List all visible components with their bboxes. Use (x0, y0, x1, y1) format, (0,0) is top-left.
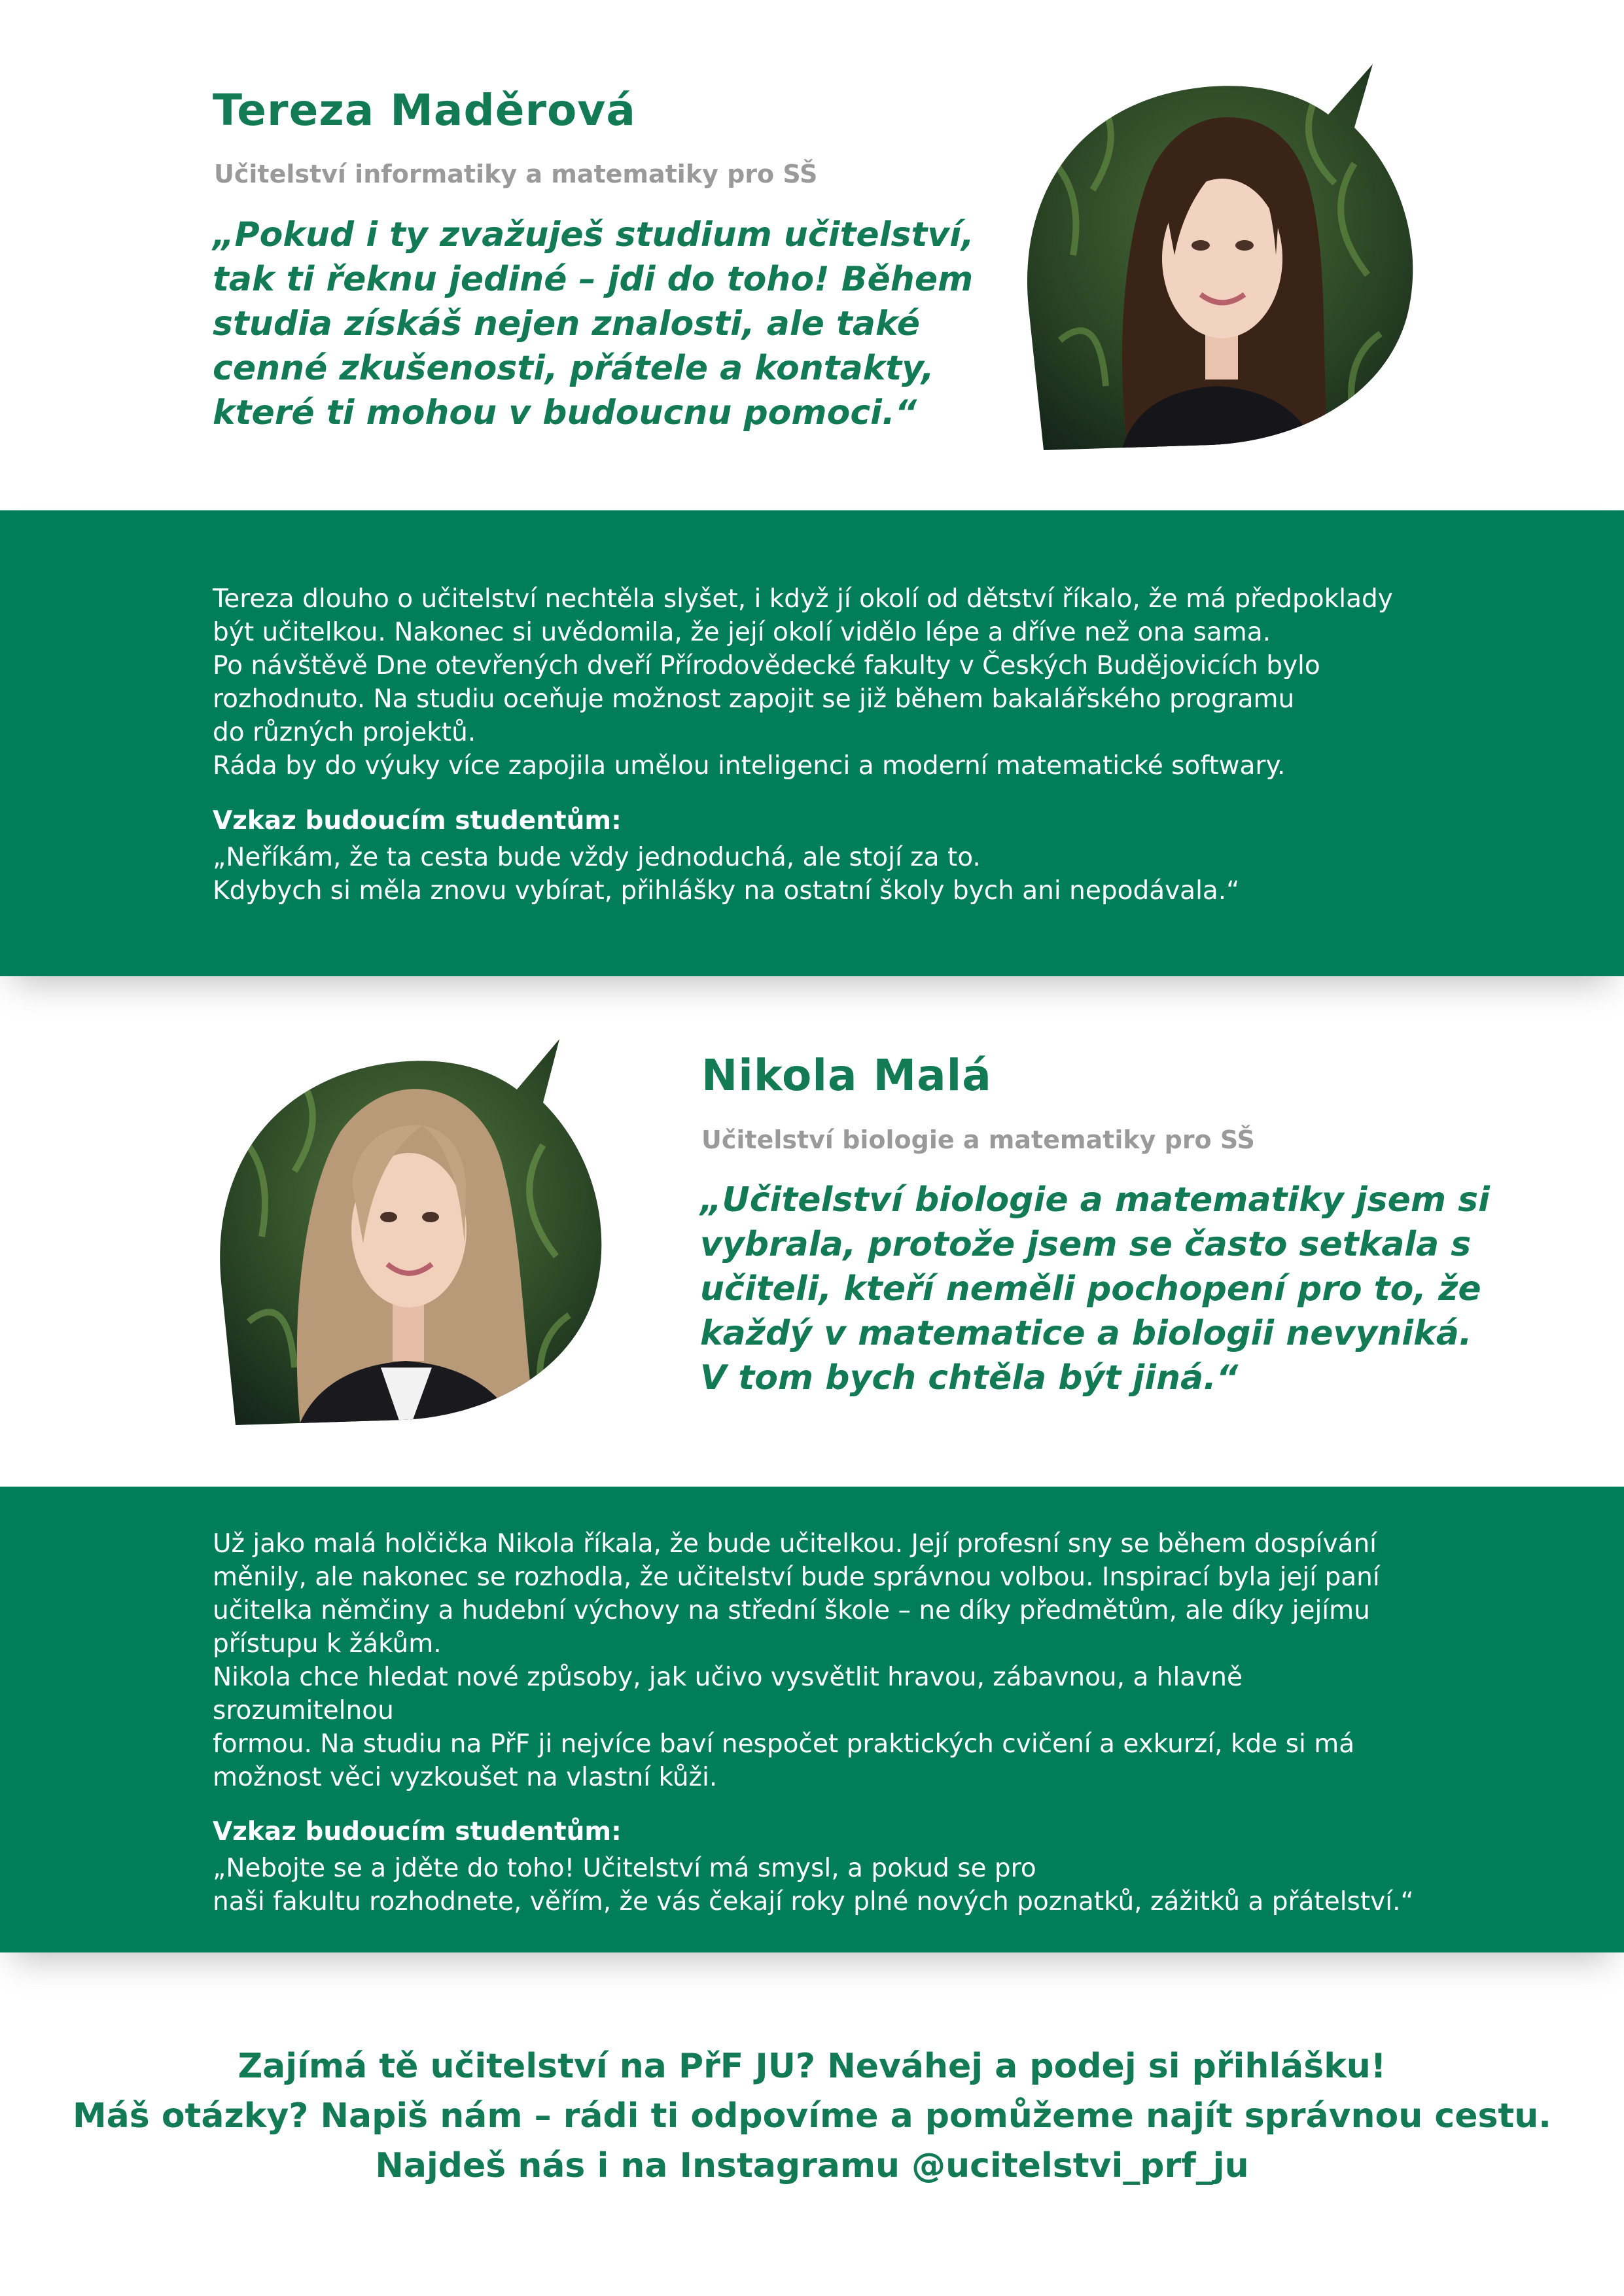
profile-2-message (213, 1852, 1414, 1918)
bio-line: Nikola chce hledat nové způsoby, jak učivo vysvětlit hravou, zábavnou, a hlavně (213, 1663, 1243, 1692)
quote-line: cenné zkušenosti, přátele a kontakty, (213, 349, 934, 388)
profile-2-message-label: Vzkaz budoucím studentům: (213, 1817, 622, 1846)
bio-line: být učitelkou. Nakonec si uvědomila, že její okolí vidělo lépe a dříve než ona sama. (213, 618, 1271, 647)
profile-2-name: Nikola Malá (701, 1050, 992, 1101)
profile-2-program: Učitelství biologie a matematiky pro SŠ (701, 1125, 1255, 1154)
bio-line: srozumitelnou (213, 1696, 394, 1725)
quote-line: studia získáš nejen znalosti, ale také (213, 304, 920, 344)
profile-1-bio (213, 582, 1393, 783)
quote-line: „Učitelství biologie a matematiky jsem si (700, 1180, 1490, 1220)
bio-line: přístupu k žákům. (213, 1629, 442, 1659)
bio-line: měnily, ale nakonec se rozhodla, že učitelství bude správnou volbou. Inspirací byla její paní (213, 1563, 1380, 1592)
message-line: naši fakultu rozhodnete, věřím, že vás čekají roky plné nových poznatků, zážitků a přátelství.“ (213, 1887, 1414, 1916)
profile-2-bio (213, 1527, 1380, 1794)
message-line: „Nebojte se a jděte do toho! Učitelství má smysl, a pokud se pro (213, 1854, 1036, 1883)
profile-1-bio-section (0, 510, 1624, 976)
profile-1-name: Tereza Maděrová (213, 85, 636, 135)
quote-line: „Pokud i ty zvažuješ studium učitelství, (213, 215, 974, 255)
bio-line: rozhodnuto. Na studiu oceňuje možnost zapojit se již během bakalářského programu (213, 684, 1295, 714)
bio-line: Tereza dlouho o učitelství nechtěla slyšet, i když jí okolí od dětství říkalo, že má předpoklady (213, 584, 1393, 614)
quote-line: tak ti řeknu jediné – jdi do toho! Během (213, 260, 974, 299)
footer-line: Zajímá tě učitelství na PřF JU? Neváhej a podej si přihlášku! (238, 2047, 1386, 2086)
bio-line: učitelka němčiny a hudební výchovy na střední škole – ne díky předmětům, ale díky jejímu (213, 1596, 1370, 1625)
bio-line: Ráda by do výuky více zapojila umělou inteligenci a moderní matematické softwary. (213, 751, 1286, 781)
message-line: „Neříkám, že ta cesta bude vždy jednoduchá, ale stojí za to. (213, 843, 981, 872)
profile-1-message (213, 841, 1239, 908)
profile-2-quote (700, 1178, 1490, 1400)
quote-line: učiteli, kteří neměli pochopení pro to, že (700, 1269, 1481, 1309)
quote-line: které ti mohou v budoucnu pomoci.“ (213, 393, 917, 433)
bio-line: do různých projektů. (213, 718, 476, 747)
quote-line: V tom bych chtěla být jiná.“ (700, 1358, 1239, 1398)
profile-1-program: Učitelství informatiky a matematiky pro SŠ (214, 160, 818, 188)
message-line: Kdybych si měla znovu vybírat, přihlášky na ostatní školy bych ani nepodávala.“ (213, 876, 1240, 906)
footer-line: Máš otázky? Napiš nám – rádi ti odpovíme a pomůžeme najít správnou cestu. (72, 2096, 1552, 2136)
profile-1-message-label: Vzkaz budoucím studentům: (213, 806, 622, 836)
footer-line: Najdeš nás i na Instagramu @ucitelstvi_prf_ju (375, 2146, 1249, 2185)
bio-line: formou. Na studiu na PřF ji nejvíce baví nespočet praktických cvičení a exkurzí, kde si má (213, 1729, 1355, 1759)
profile-2-photo (209, 1034, 615, 1439)
profile-1-photo (1014, 59, 1420, 465)
profile-1-quote (213, 213, 974, 435)
profile-2-bio-section (0, 1487, 1624, 1952)
footer-cta (0, 2041, 1624, 2191)
bio-line: Už jako malá holčička Nikola říkala, že bude učitelkou. Její profesní sny se během dospívání (213, 1529, 1377, 1559)
bio-line: Po návštěvě Dne otevřených dveří Přírodovědecké fakulty v Českých Budějovicích bylo (213, 651, 1320, 680)
quote-line: každý v matematice a biologii nevyniká. (700, 1314, 1472, 1353)
bio-line: možnost věci vyzkoušet na vlastní kůži. (213, 1763, 718, 1792)
quote-line: vybrala, protože jsem se často setkala s (700, 1225, 1472, 1264)
